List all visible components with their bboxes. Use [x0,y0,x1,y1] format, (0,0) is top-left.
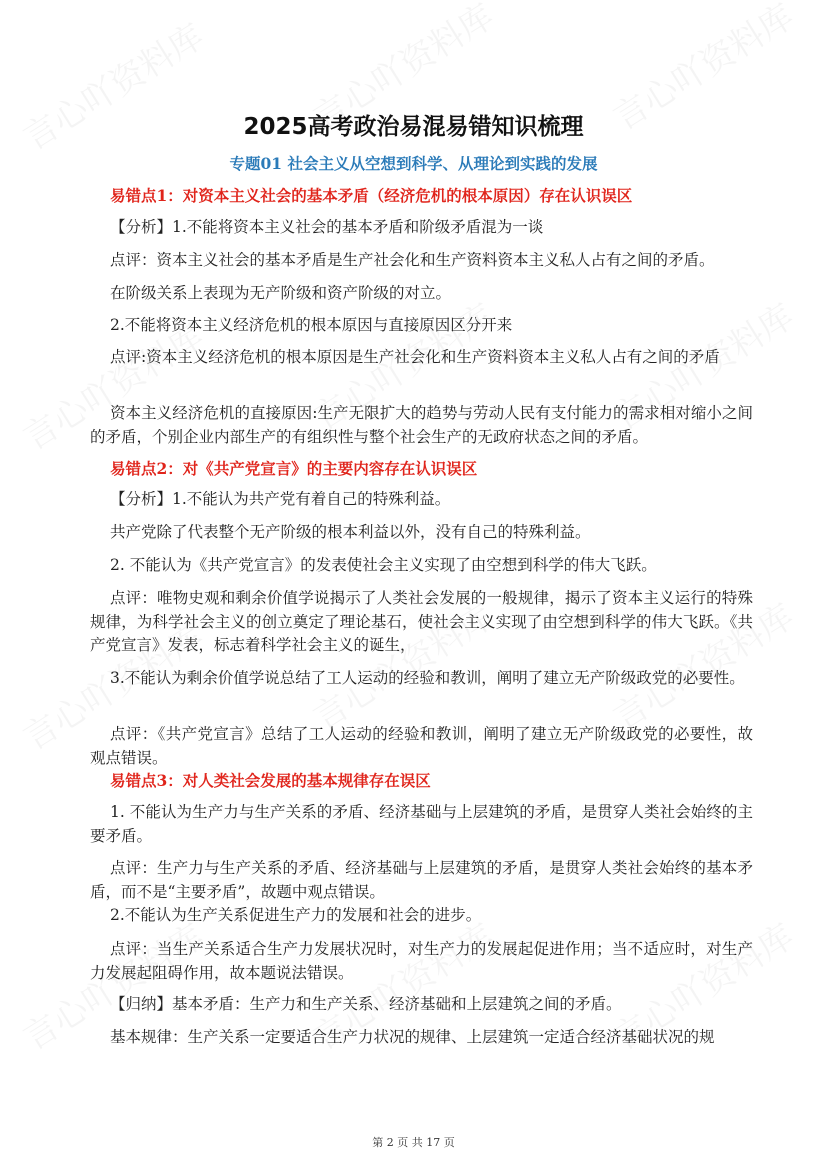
paragraph: 【分析】1.不能将资本主义社会的基本矛盾和阶级矛盾混为一谈 [110,218,544,236]
paragraph: 点评：唯物史观和剩余价值学说揭示了人类社会发展的一般规律，揭示了资本主义运行的特殊规律，为科学社会主义的创立奠定了理论基石，使社会主义实现了由空想到科学的伟大飞跃。《共产党宣言》发表，标志着科学社会主义的诞生， [90,589,753,654]
paragraph: 在阶级关系上表现为无产阶级和资产阶级的对立。 [110,284,452,302]
paragraph: 点评：《共产党宣言》总结了工人运动的经验和教训，阐明了建立无产阶级政党的必要性，故观点错误。 [90,725,753,767]
document-title: 2025高考政治易混易错知识梳理 [243,114,584,140]
paragraph: 1. 不能认为生产力与生产关系的矛盾、经济基础与上层建筑的矛盾，是贯穿人类社会始终的主要矛盾。 [90,803,753,845]
section-heading: 易错点1：对资本主义社会的基本矛盾（经济危机的根本原因）存在认识误区 [110,186,633,205]
paragraph: 2.不能认为生产关系促进生产力的发展和社会的进步。 [110,906,482,924]
paragraph: 基本规律：生产关系一定要适合生产力状况的规律、上层建筑一定适合经济基础状况的规 [110,1028,715,1046]
section-heading: 易错点2：对《共产党宣言》的主要内容存在认识误区 [110,459,478,478]
paragraph: 【分析】1.不能认为共产党有着自己的特殊利益。 [110,490,451,508]
paragraph: 3.不能认为剩余价值学说总结了工人运动的经验和教训，阐明了建立无产阶级政党的必要性。 [110,669,745,687]
paragraph: 2.不能将资本主义经济危机的根本原因与直接原因区分开来 [110,316,513,334]
paragraph: 【归纳】基本矛盾：生产力和生产关系、经济基础和上层建筑之间的矛盾。 [110,995,622,1013]
section-heading: 易错点3：对人类社会发展的基本规律存在误区 [110,771,431,790]
paragraph: 点评：资本主义社会的基本矛盾是生产社会化和生产资料资本主义私人占有之间的矛盾。 [110,251,715,269]
paragraph: 资本主义经济危机的直接原因:生产无限扩大的趋势与劳动人民有支付能力的需求相对缩小之间的矛盾，个别企业内部生产的有组织性与整个社会生产的无政府状态之间的矛盾。 [90,404,753,446]
paragraph: 共产党除了代表整个无产阶级的根本利益以外，没有自己的特殊利益。 [110,523,591,541]
paragraph: 点评：生产力与生产关系的矛盾、经济基础与上层建筑的矛盾，是贯穿人类社会始终的基本矛盾，而不是“主要矛盾”，故题中观点错误。 [90,859,753,901]
topic-subtitle: 专题01 社会主义从空想到科学、从理论到实践的发展 [229,154,598,173]
paragraph: 点评：当生产关系适合生产力发展状况时，对生产力的发展起促进作用；当不适应时，对生产力发展起阻碍作用，故本题说法错误。 [90,940,753,982]
paragraph: 点评:资本主义经济危机的根本原因是生产社会化和生产资料资本主义私人占有之间的矛盾 [110,348,720,366]
page-number: 第 2 页 共 17 页 [372,1136,455,1149]
paragraph: 2. 不能认为《共产党宣言》的发表使社会主义实现了由空想到科学的伟大飞跃。 [110,556,657,574]
